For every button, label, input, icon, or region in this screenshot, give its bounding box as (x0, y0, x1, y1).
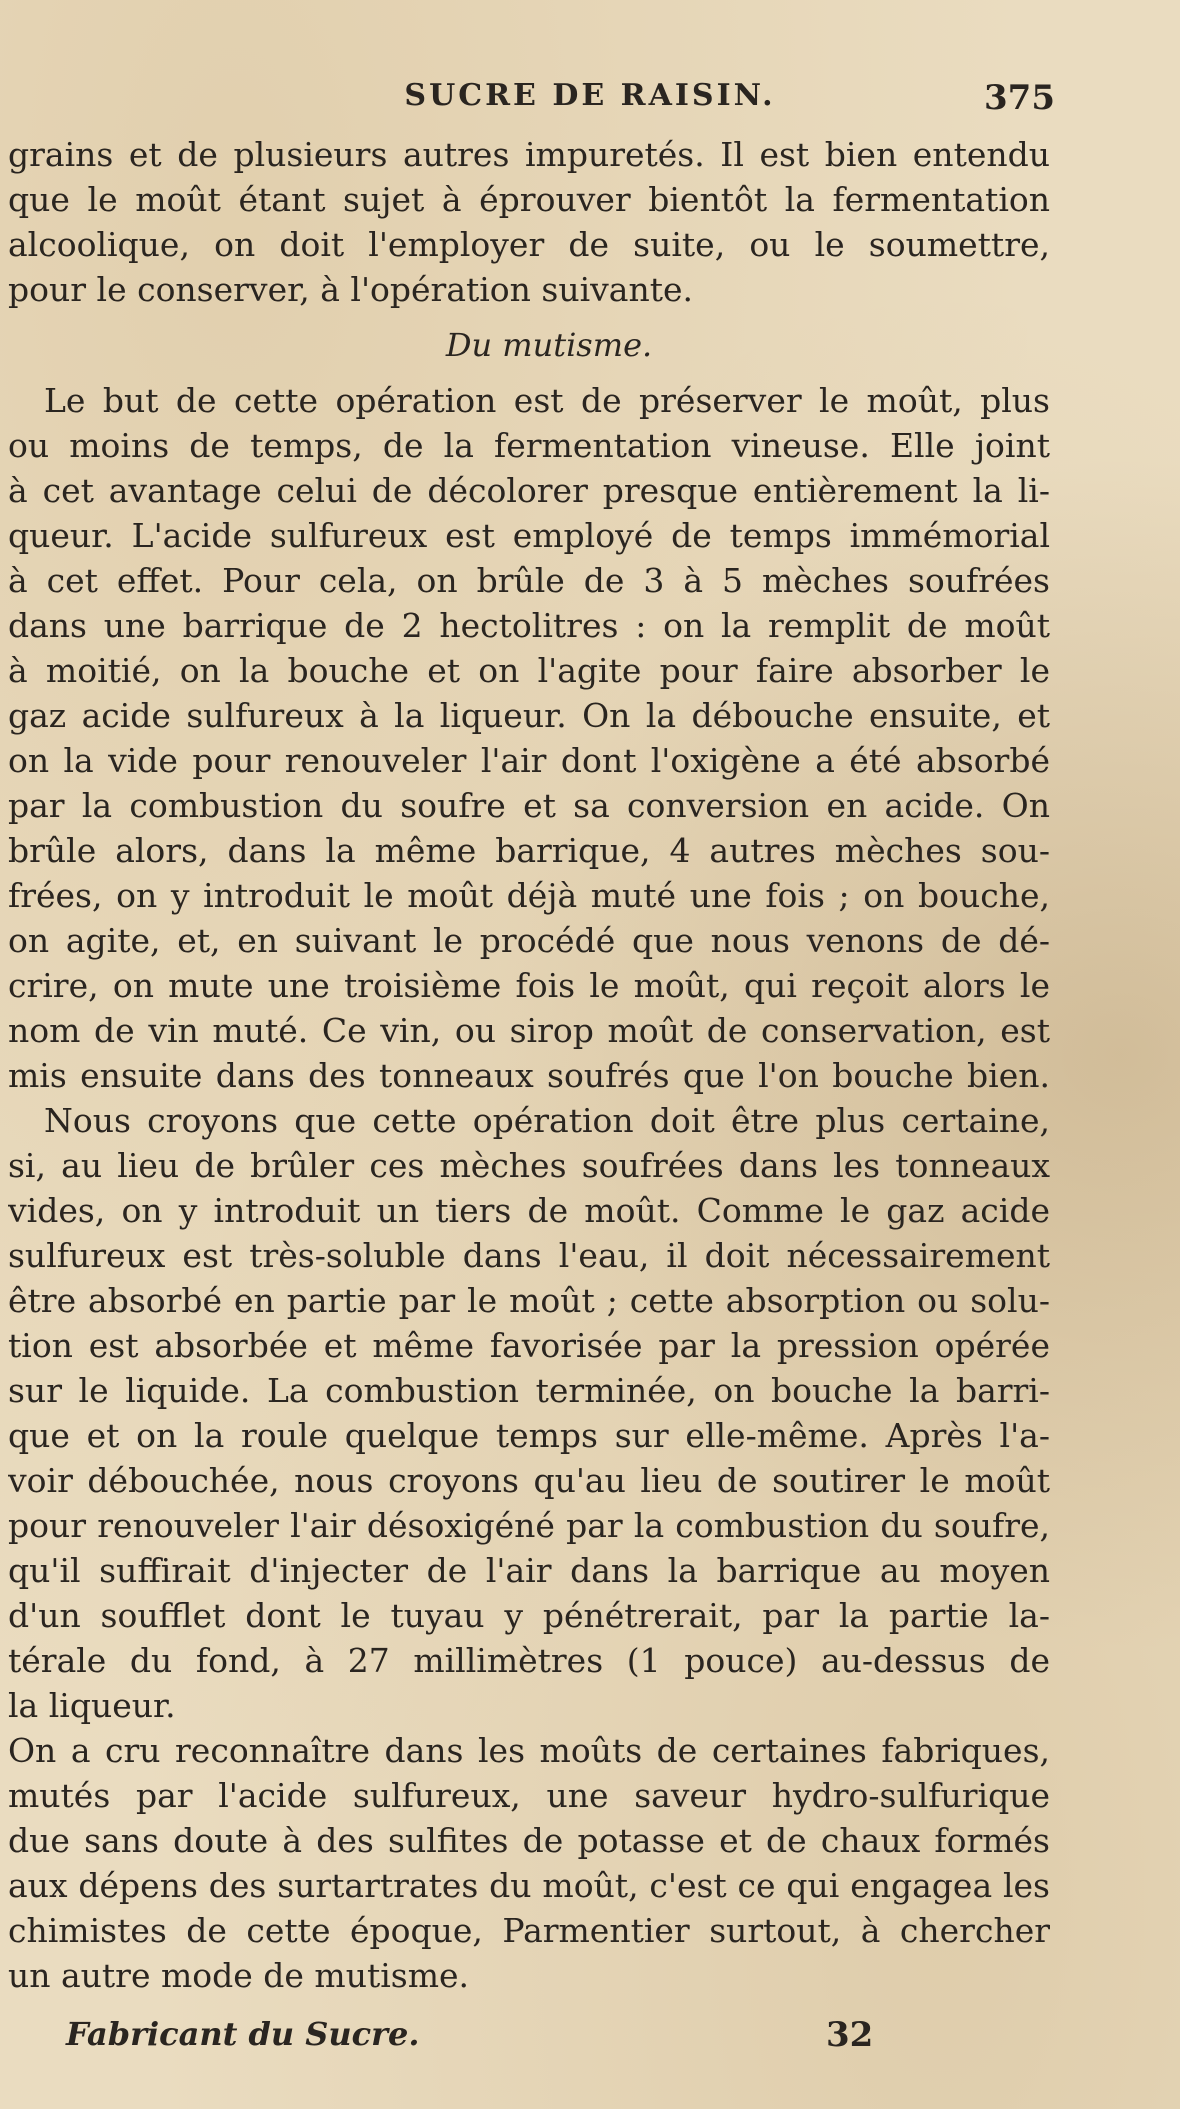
paragraph-1 (8, 378, 1050, 1098)
text-line: on la vide pour renouveler l'air dont l'oxigène a été absorbé (8, 741, 1050, 780)
text-line: Le but de cette opération est de préserver le moût, plus (44, 381, 1050, 420)
text-line: la liqueur. (8, 1686, 176, 1725)
text-line: grains et de plusieurs autres impuretés. Il est bien entendu (8, 135, 1050, 174)
text-line: pour renouveler l'air désoxigéné par la combustion du soufre, (8, 1506, 1050, 1545)
section-title: Du mutisme. (445, 326, 653, 364)
text-line: par la combustion du soufre et sa conversion en acide. On (8, 786, 1050, 825)
paragraph-2 (8, 1098, 1050, 1728)
text-line: sur le liquide. La combustion terminée, on bouche la barri- (8, 1371, 1050, 1410)
text-line: d'un soufflet dont le tuyau y pénétrerait, par la partie la- (8, 1596, 1050, 1635)
text-line: on agite, et, en suivant le procédé que nous venons de dé- (8, 921, 1050, 960)
page-body (8, 132, 1050, 1998)
text-line: nom de vin muté. Ce vin, ou sirop moût de conservation, est (8, 1011, 1050, 1050)
text-line: à cet effet. Pour cela, on brûle de 3 à 5 mèches soufrées (8, 561, 1050, 600)
text-line: que et on la roule quelque temps sur elle-même. Après l'a- (8, 1416, 1050, 1455)
text-line: térale du fond, à 27 millimètres (1 pouce) au-dessus de (8, 1641, 1050, 1680)
page-number: 375 (984, 78, 1055, 118)
text-line: sulfureux est très-soluble dans l'eau, il doit nécessairement (8, 1236, 1050, 1275)
signature-number: 32 (826, 2015, 874, 2055)
text-line: due sans doute à des sulfites de potasse et de chaux formés (8, 1821, 1050, 1860)
text-line: dans une barrique de 2 hectolitres : on la remplit de moût (8, 606, 1050, 645)
text-line: On a cru reconnaître dans les moûts de certaines fabriques, (8, 1731, 1050, 1770)
text-line: tion est absorbée et même favorisée par la pression opérée (8, 1326, 1050, 1365)
text-line: à moitié, on la bouche et on l'agite pour faire absorber le (8, 651, 1050, 690)
text-line: qu'il suffirait d'injecter de l'air dans la barrique au moyen (8, 1551, 1050, 1590)
page-header (0, 78, 1180, 122)
text-line: pour le conserver, à l'opération suivante. (8, 270, 694, 309)
signature-title: Fabricant du Sucre. (66, 2015, 420, 2053)
text-line: à cet avantage celui de décolorer presque entièrement la li- (8, 471, 1050, 510)
text-line: voir débouchée, nous croyons qu'au lieu de soutirer le moût (8, 1461, 1050, 1500)
text-line: un autre mode de mutisme. (8, 1956, 470, 1995)
text-line: mis ensuite dans des tonneaux soufrés que l'on bouche bien. (8, 1056, 1050, 1095)
text-line: chimistes de cette époque, Parmentier surtout, à chercher (8, 1911, 1050, 1950)
text-line: si, au lieu de brûler ces mèches soufrées dans les tonneaux (8, 1146, 1050, 1185)
text-line: ou moins de temps, de la fermentation vineuse. Elle joint (8, 426, 1050, 465)
text-line: aux dépens des surtartrates du moût, c'est ce qui engagea les (8, 1866, 1050, 1905)
text-line: alcoolique, on doit l'employer de suite, ou le soumettre, (8, 225, 1050, 264)
text-line: frées, on y introduit le moût déjà muté une fois ; on bouche, (8, 876, 1050, 915)
text-line: être absorbé en partie par le moût ; cette absorption ou solu- (8, 1281, 1050, 1320)
page-footer (0, 2015, 1180, 2065)
text-line: gaz acide sulfureux à la liqueur. On la débouche ensuite, et (8, 696, 1050, 735)
text-line: que le moût étant sujet à éprouver bientôt la fermentation (8, 180, 1050, 219)
text-line: queur. L'acide sulfureux est employé de temps immémorial (8, 516, 1050, 555)
text-line: Nous croyons que cette opération doit être plus certaine, (44, 1101, 1050, 1140)
paragraph-3 (8, 1728, 1050, 1998)
running-title: SUCRE DE RAISIN. (404, 78, 776, 113)
text-line: vides, on y introduit un tiers de moût. Comme le gaz acide (8, 1191, 1050, 1230)
text-line: crire, on mute une troisième fois le moût, qui reçoit alors le (8, 966, 1050, 1005)
text-line: mutés par l'acide sulfureux, une saveur hydro-sulfurique (8, 1776, 1050, 1815)
text-line: brûle alors, dans la même barrique, 4 autres mèches sou- (8, 831, 1050, 870)
